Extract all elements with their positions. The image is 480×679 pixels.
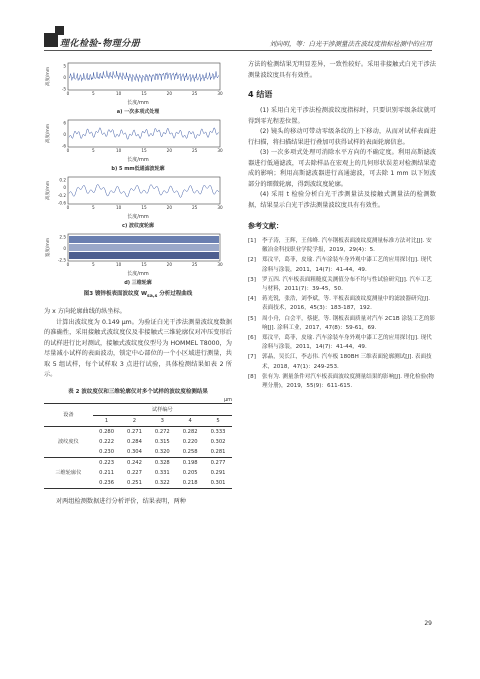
x-tick-label: 30 xyxy=(217,91,223,96)
reference-item xyxy=(248,334,436,352)
x-tick-label: 30 xyxy=(217,205,223,210)
conclusion-3: (3) 一次多项式处理可消除水平方向的不确定度。利用高斯滤波器进行低通滤波，可去除样品在宏观上的几何形状误差对检测结果造成的影响；利用高斯滤波器进行高通滤波，可去除 1 mm 以下短波部分的细微轮廓，得到波纹度轮廓。 xyxy=(248,149,436,188)
table-cell: 0.315 xyxy=(154,438,170,445)
profile-band xyxy=(69,236,219,243)
journal-logo-block xyxy=(44,33,58,47)
conclusion-1: (1) 采用白光干涉法检测波纹度指标时，只要识别零级条纹就可得到零光程差位置。 xyxy=(248,107,436,125)
reference-list xyxy=(248,237,436,391)
page-number: 29 xyxy=(424,620,432,627)
profile-trace xyxy=(69,71,219,82)
reference-item xyxy=(248,353,436,371)
subplot-d xyxy=(44,231,232,269)
x-tick-label: 20 xyxy=(166,262,173,267)
y-tick-label: 6 xyxy=(63,120,66,126)
y-axis-label: 高度/mm xyxy=(46,180,51,201)
table-cell: 0.205 xyxy=(182,469,198,476)
table-cell: 0.272 xyxy=(154,428,170,435)
y-tick-label: -5 xyxy=(61,86,66,92)
x-tick-label: 0 xyxy=(66,262,70,267)
table-cell: 0.227 xyxy=(127,469,142,476)
x-tick-label: 10 xyxy=(115,205,122,210)
table-cell: 0.322 xyxy=(154,479,170,486)
table-sample-id: 1 xyxy=(104,417,109,424)
table-cell: 0.230 xyxy=(99,448,115,455)
y-tick-label: -2.5 xyxy=(57,257,66,263)
x-tick-label: 5 xyxy=(91,91,95,96)
subplot-a xyxy=(44,60,232,98)
left-body xyxy=(44,307,232,381)
table-cell: 0.198 xyxy=(182,459,198,466)
figure-caption: 图3 镀锌板表面波纹度 $W_{sa,s}$ 分析过程曲线 xyxy=(83,291,193,300)
y-axis-label: 高度/mm xyxy=(46,123,51,144)
x-tick-label: 0 xyxy=(66,148,70,153)
y-tick-label: -0.6 xyxy=(57,200,66,206)
reference-text: 罗五四. 汽车板表面粗糙度关测值分布不均与性试验研究[J]. 汽车工艺与材料，2011(7)：39-45，50. xyxy=(262,276,432,293)
table-cell: 0.304 xyxy=(127,448,142,455)
x-tick-label: 20 xyxy=(166,205,173,210)
table-body xyxy=(44,426,232,488)
table-cell: 0.218 xyxy=(182,479,198,486)
reference-number: [4] xyxy=(248,296,256,303)
table-sample-id: 2 xyxy=(132,417,137,424)
y-tick-label: -6 xyxy=(61,143,66,149)
y-tick-label: 0.2 xyxy=(59,177,66,183)
table-cell: 0.328 xyxy=(154,459,170,466)
table-title: 表 2 波纹度仪和三维轮廓仪对多个试样的波纹度检测结果 xyxy=(68,388,208,395)
x-tick-label: 10 xyxy=(115,262,122,267)
section-heading: 4 结语 xyxy=(248,90,273,99)
y-tick-label: 0 xyxy=(63,132,66,137)
left-paragraph-1: 为 x 方向轮廓曲线的纵坐标。 xyxy=(44,308,126,316)
table-sample-id: 4 xyxy=(188,417,192,424)
x-tick-label: 20 xyxy=(166,148,173,153)
x-tick-label: 25 xyxy=(191,91,198,96)
table-cell: 0.277 xyxy=(210,459,226,466)
reference-number: [1] xyxy=(248,238,256,244)
subplot-caption: c) 波纹度轮廓 xyxy=(122,223,154,229)
subplot-b xyxy=(44,117,232,155)
x-tick-label: 15 xyxy=(141,91,147,96)
y-tick-label: 2.5 xyxy=(59,234,66,240)
reference-item xyxy=(248,373,436,391)
left-paragraph-2: 计算出波纹度为 0.149 μm。为验证白光干涉法测量波纹度数据的准确性，采用接触式波纹度仪及非接触式三维轮廓仪对冲压变形后的试样进行比对测试，接触式波纹度仪型号为 HOMMEL T8000，为尽量减小试样的表面波动，锁定中心部位的一个小区域进行测量，共取 5 组试样，每个试样取 3 点进行试验，具体检测结果如表 2 所示。 xyxy=(44,318,232,379)
reference-item xyxy=(248,315,436,333)
y-tick-label: 0 xyxy=(63,185,66,191)
y-tick-label: 5 xyxy=(63,63,66,69)
table-sample-id: 3 xyxy=(160,417,164,424)
reference-number: [5] xyxy=(248,315,256,322)
x-tick-label: 25 xyxy=(191,148,198,153)
table-cell: 0.236 xyxy=(99,479,115,486)
table-cell: 0.281 xyxy=(210,448,226,455)
x-axis-label: 长度/mm xyxy=(127,157,149,163)
table-device-cell: 波纹度仪 xyxy=(44,426,93,457)
profile-band xyxy=(69,244,219,251)
page-header xyxy=(0,0,480,56)
y-axis-label: 宽度/mm xyxy=(46,237,51,258)
left-paragraph-3: 对两组检测数据进行分析评价，结果表明，两种 xyxy=(56,497,186,505)
reference-number: [7] xyxy=(248,354,256,361)
reference-number: [8] xyxy=(248,373,256,380)
table-cell: 0.242 xyxy=(127,459,142,466)
x-tick-label: 25 xyxy=(191,205,198,210)
subplot-c xyxy=(44,174,232,212)
reference-item xyxy=(248,256,436,274)
left-column xyxy=(44,60,232,507)
reference-text: 郑汶平，葛菲，皮瑜. 汽车涂装车身外观中漆工艺的应用探讨[J]. 现代涂料与涂装，2011，14(7)：41-44，49. xyxy=(262,335,432,351)
reference-item xyxy=(248,295,436,313)
table-cell: 0.333 xyxy=(210,428,226,435)
x-axis-label: 长度/mm xyxy=(127,271,149,277)
results-table xyxy=(44,403,232,489)
reference-text: 郭晶，吴长江，李志伟. 汽车板 180BH 三维表面轮廓测试[J]. 表面技术，2018，47(1)：249-253. xyxy=(262,354,432,370)
x-tick-label: 15 xyxy=(141,262,147,267)
x-tick-label: 30 xyxy=(217,262,223,267)
x-tick-label: 0 xyxy=(66,91,70,96)
conclusion-4: (4) 采用 t 检验分析白光干涉测量法及接触式测量法的检测数据，结果显示白光干涉法测量波纹度具有有效性。 xyxy=(248,191,436,209)
table-cell: 0.251 xyxy=(127,479,142,486)
reference-number: [3] xyxy=(248,276,256,283)
table-cell: 0.282 xyxy=(182,428,198,435)
x-tick-label: 20 xyxy=(166,91,173,96)
plot-frame xyxy=(68,120,220,147)
reference-text: 李子涛，王辉，王伟峰. 汽车钢板表面波纹度测量标准方法对比[J]. 安徽冶金科技职业学院学报，2019，29(4)：5. xyxy=(262,238,432,254)
table-unit: μm xyxy=(223,396,232,403)
table-cell: 0.223 xyxy=(99,459,115,466)
y-axis-label: 高度/mm xyxy=(46,66,51,87)
reference-text: 周小舟，白会平，蔡捷，等. 钢板表面质量对汽车 2C1B 涂装工艺的影响[J]. 涂料工业，2017，47(8)：59-61，69. xyxy=(262,315,436,331)
table-cell: 0.280 xyxy=(99,428,115,435)
table-device-cell: 三维轮廓仪 xyxy=(44,457,93,488)
reference-text: 郑汶平，葛菲，皮瑜. 汽车涂装车身外观中漆工艺的应用探讨[J]. 现代涂料与涂装，2011，14(7)：41-44，49. xyxy=(262,257,432,273)
x-tick-label: 30 xyxy=(217,148,223,153)
table-cell: 0.291 xyxy=(210,469,226,476)
right-paragraph-intro: 方法的检测结果无明显差异，一致性较好。采用非接触式白光干涉法测量波纹度具有有效性。 xyxy=(248,61,436,79)
subplot-caption: d) 三维轮廓 xyxy=(124,280,152,286)
profile-trace xyxy=(69,184,219,197)
reference-item xyxy=(248,276,436,294)
profile-band xyxy=(69,252,219,259)
x-tick-label: 0 xyxy=(66,205,70,210)
table-cell: 0.211 xyxy=(99,469,115,476)
running-head: 刘向明，等：白光干涉测量法在波纹度指标检测中的应用 xyxy=(269,40,432,48)
header-rule xyxy=(44,50,432,51)
subplot-caption: a) 一次多项式处理 xyxy=(116,109,160,115)
reference-text: 张有为. 测量条件对汽车板表面波纹度测量结果的影响[J]. 理化检验(物理分册)，2019，55(9)：611-615. xyxy=(262,373,434,390)
y-tick-label: 0 xyxy=(63,75,66,80)
table-cell: 0.301 xyxy=(210,479,226,486)
table-cell: 0.220 xyxy=(182,438,198,445)
reference-number: [2] xyxy=(248,257,256,264)
x-tick-label: 25 xyxy=(191,262,198,267)
table-col-device: 设备 xyxy=(44,403,93,426)
table-row xyxy=(44,426,232,437)
table-cell: 0.258 xyxy=(182,448,198,455)
reference-text: 蒋光锐，张浩，刘李斌，等. 平板表面波纹度测量中的滤波器研究[J]. 表面技术，2016，45(3)：183-187，192. xyxy=(262,296,430,312)
table-sample-id: 5 xyxy=(216,417,220,424)
x-axis-label: 长度/mm xyxy=(127,214,149,220)
y-tick-label: -0.2 xyxy=(57,192,66,198)
conclusion-2: (2) 镜头的移动可带动零级条纹的上下移动，从而对试样表面进行扫描，将扫描结果进行叠加可获得试样的表面轮廓信息。 xyxy=(248,128,436,146)
reference-number: [6] xyxy=(248,335,256,342)
table-cell: 0.320 xyxy=(154,448,170,455)
profile-trace xyxy=(69,128,219,140)
x-tick-label: 5 xyxy=(91,148,95,153)
table-cell: 0.222 xyxy=(99,438,115,445)
right-column xyxy=(248,60,436,392)
table-cell: 0.271 xyxy=(127,428,142,435)
journal-title: 理化检验-物理分册 xyxy=(60,39,141,49)
table-cell: 0.331 xyxy=(154,469,170,476)
x-tick-label: 15 xyxy=(141,205,147,210)
figure-3 xyxy=(44,60,232,299)
x-tick-label: 15 xyxy=(141,148,147,153)
table-cell: 0.302 xyxy=(210,438,226,445)
table-group-header: 试样编号 xyxy=(93,403,232,415)
y-tick-label: 0 xyxy=(63,246,66,251)
table-cell: 0.284 xyxy=(127,438,142,445)
x-tick-label: 10 xyxy=(115,148,122,153)
reference-item xyxy=(248,237,436,255)
x-tick-label: 10 xyxy=(115,91,122,96)
references-heading: 参考文献： xyxy=(248,222,283,230)
x-tick-label: 5 xyxy=(91,205,95,210)
subplot-caption: b) 5 mm低通滤波轮廓 xyxy=(111,166,165,172)
table-row xyxy=(44,457,232,468)
figure-plots xyxy=(44,60,232,286)
x-axis-label: 长度/mm xyxy=(127,100,149,106)
x-tick-label: 5 xyxy=(91,262,95,267)
